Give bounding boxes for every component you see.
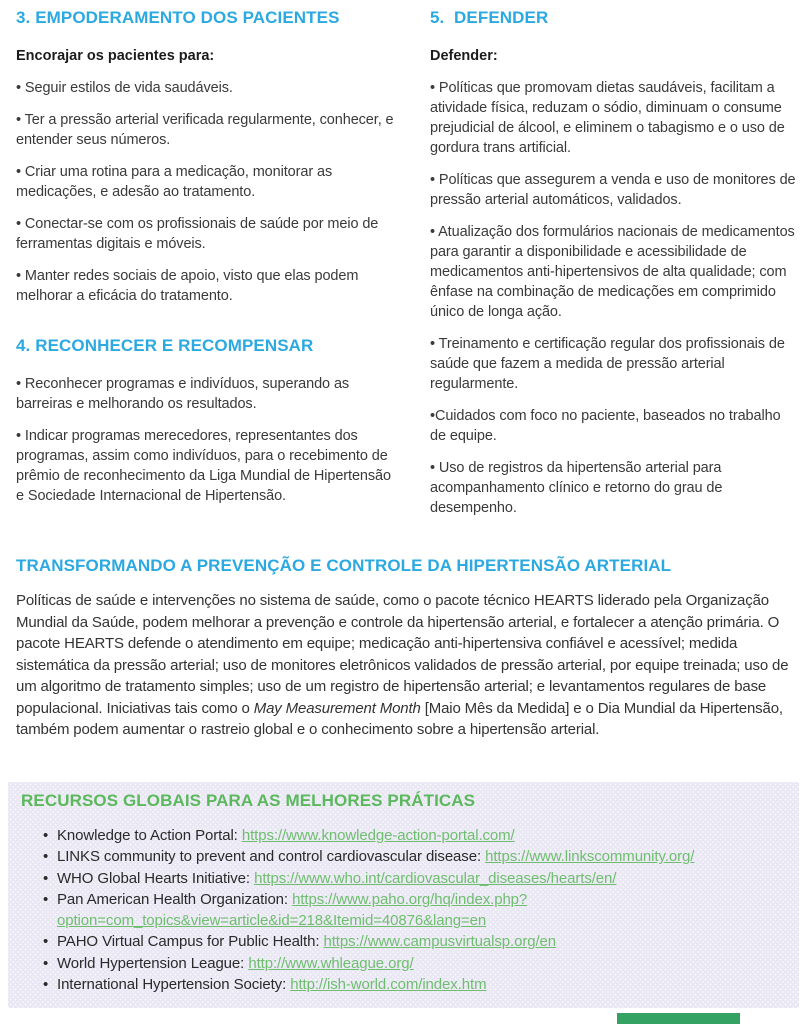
resource-label: Knowledge to Action Portal:	[57, 827, 238, 844]
resources-box	[8, 782, 799, 1008]
resource-link[interactable]: https://www.who.int/cardiovascular_diseases/hearts/en/	[254, 869, 617, 887]
resource-item	[43, 889, 785, 932]
bullet-item: • Indicar programas merecedores, representantes dos programas, assim como indivíduos, para o recebimento de prêmio de reconhecimento da Liga Mundial de Hipertensão e Sociedade Internacional de Hipertensão.	[16, 428, 391, 504]
resource-item	[43, 931, 785, 952]
resource-item	[43, 825, 785, 846]
section-5-intro: Defender:	[430, 48, 498, 64]
bullet-item: • Atualização dos formulários nacionais de medicamentos para garantir a disponibilidade e acessibilidade de medicamentos anti-hipertensivos de alta qualidade; com ênfase na combinação de medicações em comprimido único de longa ação.	[430, 224, 795, 320]
resource-link[interactable]: https://www.paho.org/hq/index.php?option=com_topics&view=article&id=218&Itemid=40876&lang=en	[57, 890, 528, 930]
resources-list	[43, 825, 785, 995]
resource-link[interactable]: http://ish-world.com/index.htm	[290, 976, 487, 994]
section-3-heading: 3. EMPODERAMENTO DOS PACIENTES	[16, 8, 340, 27]
resource-label: PAHO Virtual Campus for Public Health:	[57, 933, 320, 951]
transform-paragraph-part2: [Maio Mês da Medida] e o Dia Mundial da Hipertensão, também podem aumentar o rastreio global e o conhecimento sobre a hipertensão arterial.	[16, 699, 783, 738]
bullet-item: • Políticas que promovam dietas saudáveis, facilitam a atividade física, reduzam o sódio, diminuam o consume prejudicial de álcool, e eliminem o tabagismo e o uso de gordura trans artificial.	[430, 80, 785, 156]
resource-item	[43, 846, 785, 867]
transform-paragraph-italic: May Measurement Month	[253, 699, 421, 717]
bullet-item: •Cuidados com foco no paciente, baseados no trabalho de equipe.	[430, 408, 781, 444]
resource-link[interactable]: https://www.campusvirtualsp.org/en	[323, 933, 557, 951]
section-5-heading: 5. DEFENDER	[430, 8, 549, 27]
section-4-heading: 4. RECONHECER E RECOMPENSAR	[16, 336, 314, 355]
bullet-item: • Manter redes sociais de apoio, visto que elas podem melhorar a eficácia do tratamento.	[16, 268, 359, 304]
resource-item	[43, 974, 785, 995]
resource-item	[43, 868, 785, 889]
bullet-item: • Criar uma rotina para a medicação, monitorar as medicações, e adesão ao tratamento.	[16, 164, 333, 200]
transform-heading: TRANSFORMANDO A PREVENÇÃO E CONTROLE DA HIPERTENSÃO ARTERIAL	[16, 556, 672, 575]
resource-link[interactable]: https://www.linkscommunity.org/	[485, 848, 695, 866]
right-column	[430, 8, 796, 530]
resource-label: WHO Global Hearts Initiative:	[57, 869, 250, 887]
resource-label: International Hypertension Society:	[57, 976, 287, 994]
resource-item	[43, 953, 785, 974]
resources-heading: RECURSOS GLOBAIS PARA AS MELHORES PRÁTICAS	[21, 791, 476, 810]
transform-paragraph-part1: Políticas de saúde e intervenções no sistema de saúde, como o pacote técnico HEARTS liderado pela Organização Mundial da Saúde, podem melhorar a prevenção e controle da hipertensão arterial, e fortalecer a atenção primária. O pacote HEARTS defende o atendimento em equipe; medicação anti-hipertensiva confiável e acessível; medida sistemática da pressão arterial; uso de monitores eletrônicos validados de pressão arterial, por equipe treinada; uso de um algoritmo de tratamento simples; uso de um registro de hipertensão arterial; e levantamentos regulares de base populacional. Iniciativas tais como o	[16, 592, 789, 717]
bullet-item: • Ter a pressão arterial verificada regularmente, conhecer, e entender seus números.	[16, 112, 394, 148]
resource-label: World Hypertension League:	[57, 954, 245, 972]
bullet-item: • Seguir estilos de vida saudáveis.	[16, 80, 233, 96]
resource-label: LINKS community to prevent and control cardiovascular disease:	[57, 848, 482, 866]
transform-section	[16, 556, 796, 741]
bullet-item: • Uso de registros da hipertensão arterial para acompanhamento clínico e retorno do grau de desempenho.	[430, 460, 723, 516]
footer-accent-bar	[617, 1013, 740, 1024]
section-3-intro: Encorajar os pacientes para:	[16, 48, 215, 64]
bullet-item: • Treinamento e certificação regular dos profissionais de saúde que fazem a medida de pressão arterial regularmente.	[430, 336, 785, 392]
bullet-item: • Políticas que assegurem a venda e uso de monitores de pressão arterial automáticos, validados.	[430, 172, 796, 208]
left-column	[16, 8, 394, 518]
bullet-item: • Reconhecer programas e indivíduos, superando as barreiras e melhorando os resultados.	[16, 376, 350, 412]
resource-label: Pan American Health Organization:	[57, 890, 288, 908]
bullet-item: • Conectar-se com os profissionais de saúde por meio de ferramentas digitais e móveis.	[16, 216, 379, 252]
transform-paragraph	[16, 590, 796, 741]
resource-link[interactable]: https://www.knowledge-action-portal.com/	[241, 827, 515, 844]
resource-link[interactable]: http://www.whleague.org/	[248, 954, 414, 972]
